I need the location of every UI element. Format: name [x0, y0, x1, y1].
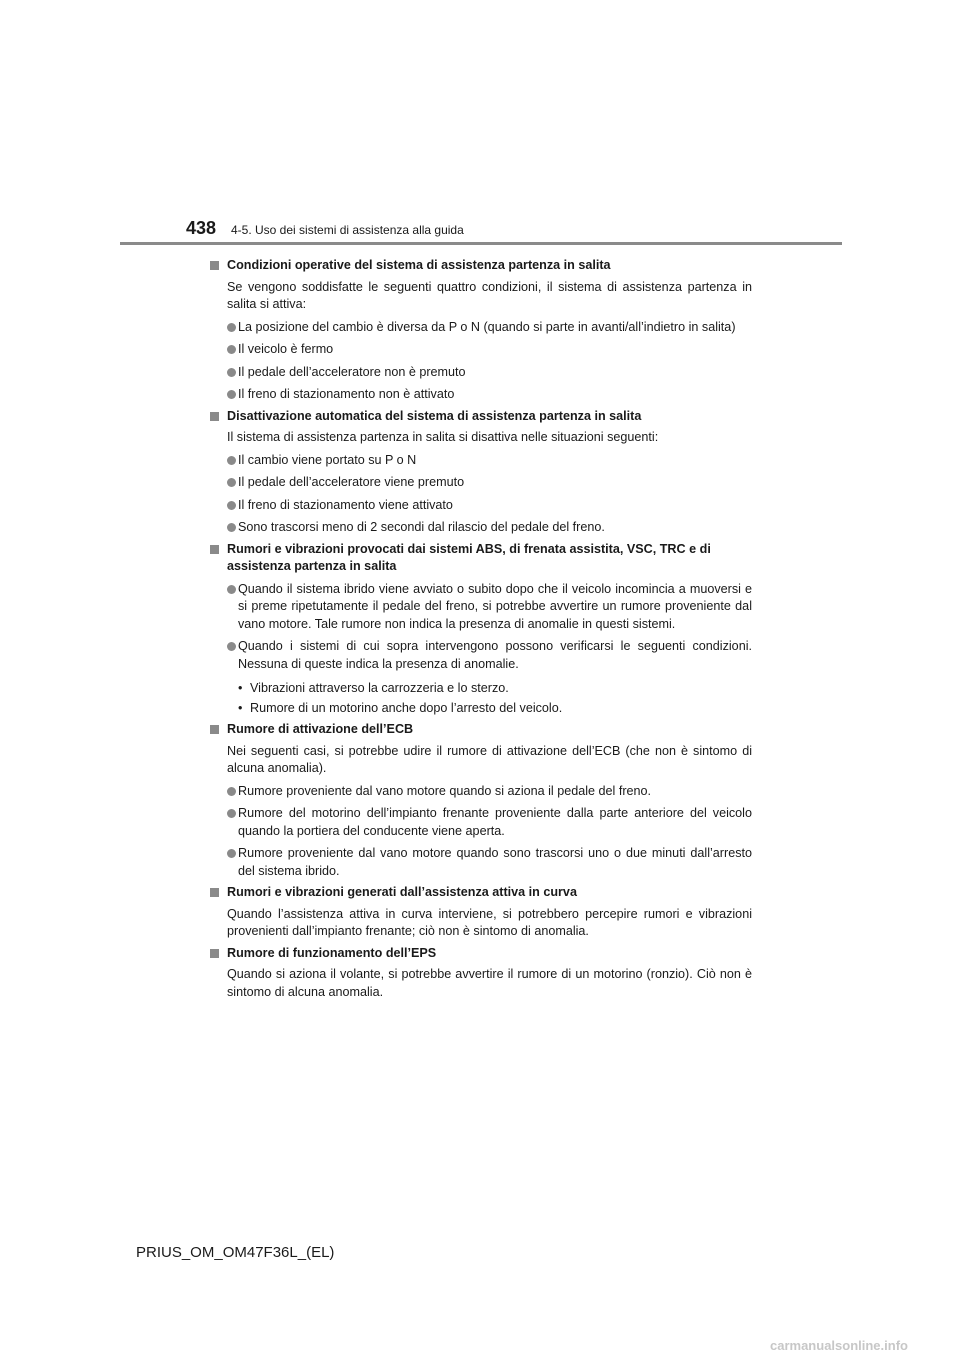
- list-item: Il pedale dell’acceleratore non è premuto: [227, 364, 752, 382]
- chapter-title: 4-5. Uso dei sistemi di assistenza alla guida: [231, 223, 464, 237]
- section-intro: Il sistema di assistenza partenza in salita si disattiva nelle situazioni seguenti:: [227, 430, 659, 444]
- section-heading: Rumori e vibrazioni provocati dai sistemi ABS, di frenata assistita, VSC, TRC e di assistenza partenza in salita: [210, 541, 752, 576]
- sub-list-item: • Vibrazioni attraverso la carrozzeria e lo sterzo.: [238, 680, 752, 698]
- sub-list-item: • Rumore di un motorino anche dopo l’arresto del veicolo.: [238, 700, 752, 718]
- square-bullet-icon: [210, 949, 219, 958]
- page-number: 438: [186, 218, 217, 238]
- section-heading: Rumore di funzionamento dell’EPS: [210, 945, 752, 963]
- square-bullet-icon: [210, 888, 219, 897]
- circle-bullet-icon: [227, 642, 236, 651]
- list-item: Il freno di stazionamento viene attivato: [227, 497, 752, 515]
- header-divider: [120, 242, 842, 245]
- circle-bullet-icon: [227, 787, 236, 796]
- document-code: PRIUS_OM_OM47F36L_(EL): [136, 1244, 335, 1261]
- list-item: Rumore proveniente dal vano motore quando sono trascorsi uno o due minuti dall’arresto del sistema ibrido.: [227, 845, 752, 880]
- section-heading: Condizioni operative del sistema di assistenza partenza in salita: [210, 257, 752, 275]
- section-intro: Se vengono soddisfatte le seguenti quattro condizioni, il sistema di assistenza partenza in salita si attiva:: [227, 279, 752, 311]
- list-item: Rumore del motorino dell’impianto frenante proveniente dalla parte anteriore del veicolo quando la portiera del conducente viene aperta.: [227, 805, 752, 840]
- section-intro: Nei seguenti casi, si potrebbe udire il rumore di attivazione dell’ECB (che non è sintomo di alcuna anomalia).: [227, 743, 752, 775]
- list-item: Quando i sistemi di cui sopra intervengono possono verificarsi le seguenti condizioni. Nessuna di queste indica la presenza di anomalie.: [227, 638, 752, 673]
- list-item: Rumore proveniente dal vano motore quando si aziona il pedale del freno.: [227, 783, 752, 801]
- circle-bullet-icon: [227, 390, 236, 399]
- section-heading: Disattivazione automatica del sistema di assistenza partenza in salita: [210, 408, 752, 426]
- section-intro: Quando l’assistenza attiva in curva interviene, si potrebbero percepire rumori e vibrazioni provenienti dall’impianto frenante; ciò non è sintomo di anomalia.: [227, 906, 752, 938]
- list-item: Quando il sistema ibrido viene avviato o subito dopo che il veicolo incomincia a muoversi e si preme ripetutamente il pedale del freno, si potrebbe avvertire un rumore proveniente dal vano motore. Tale rumore non indica la presenza di anomalie in questi sistemi.: [227, 581, 752, 634]
- circle-bullet-icon: [227, 809, 236, 818]
- circle-bullet-icon: [227, 323, 236, 332]
- section-intro: Quando si aziona il volante, si potrebbe avvertire il rumore di un motorino (ronzio). Ciò non è sintomo di alcuna anomalia.: [227, 967, 752, 999]
- section-heading: Rumori e vibrazioni generati dall’assistenza attiva in curva: [210, 884, 752, 902]
- page-content: [210, 253, 752, 1001]
- sub-bullet-marker: •: [238, 681, 243, 695]
- list-item: Il pedale dell’acceleratore viene premuto: [227, 474, 752, 492]
- square-bullet-icon: [210, 725, 219, 734]
- circle-bullet-icon: [227, 523, 236, 532]
- list-item: Il veicolo è fermo: [227, 341, 752, 359]
- list-item: Il cambio viene portato su P o N: [227, 452, 752, 470]
- square-bullet-icon: [210, 412, 219, 421]
- square-bullet-icon: [210, 545, 219, 554]
- circle-bullet-icon: [227, 585, 236, 594]
- circle-bullet-icon: [227, 456, 236, 465]
- sub-bullet-marker: •: [238, 700, 243, 715]
- list-item: Sono trascorsi meno di 2 secondi dal rilascio del pedale del freno.: [227, 519, 752, 537]
- square-bullet-icon: [210, 261, 219, 270]
- list-item: La posizione del cambio è diversa da P o N (quando si parte in avanti/all’indietro in salita): [227, 319, 752, 337]
- list-item: Il freno di stazionamento non è attivato: [227, 386, 752, 404]
- circle-bullet-icon: [227, 501, 236, 510]
- watermark: carmanualsonline.info: [770, 1338, 908, 1353]
- circle-bullet-icon: [227, 345, 236, 354]
- circle-bullet-icon: [227, 849, 236, 858]
- circle-bullet-icon: [227, 368, 236, 377]
- section-heading: Rumore di attivazione dell’ECB: [210, 721, 752, 739]
- circle-bullet-icon: [227, 478, 236, 487]
